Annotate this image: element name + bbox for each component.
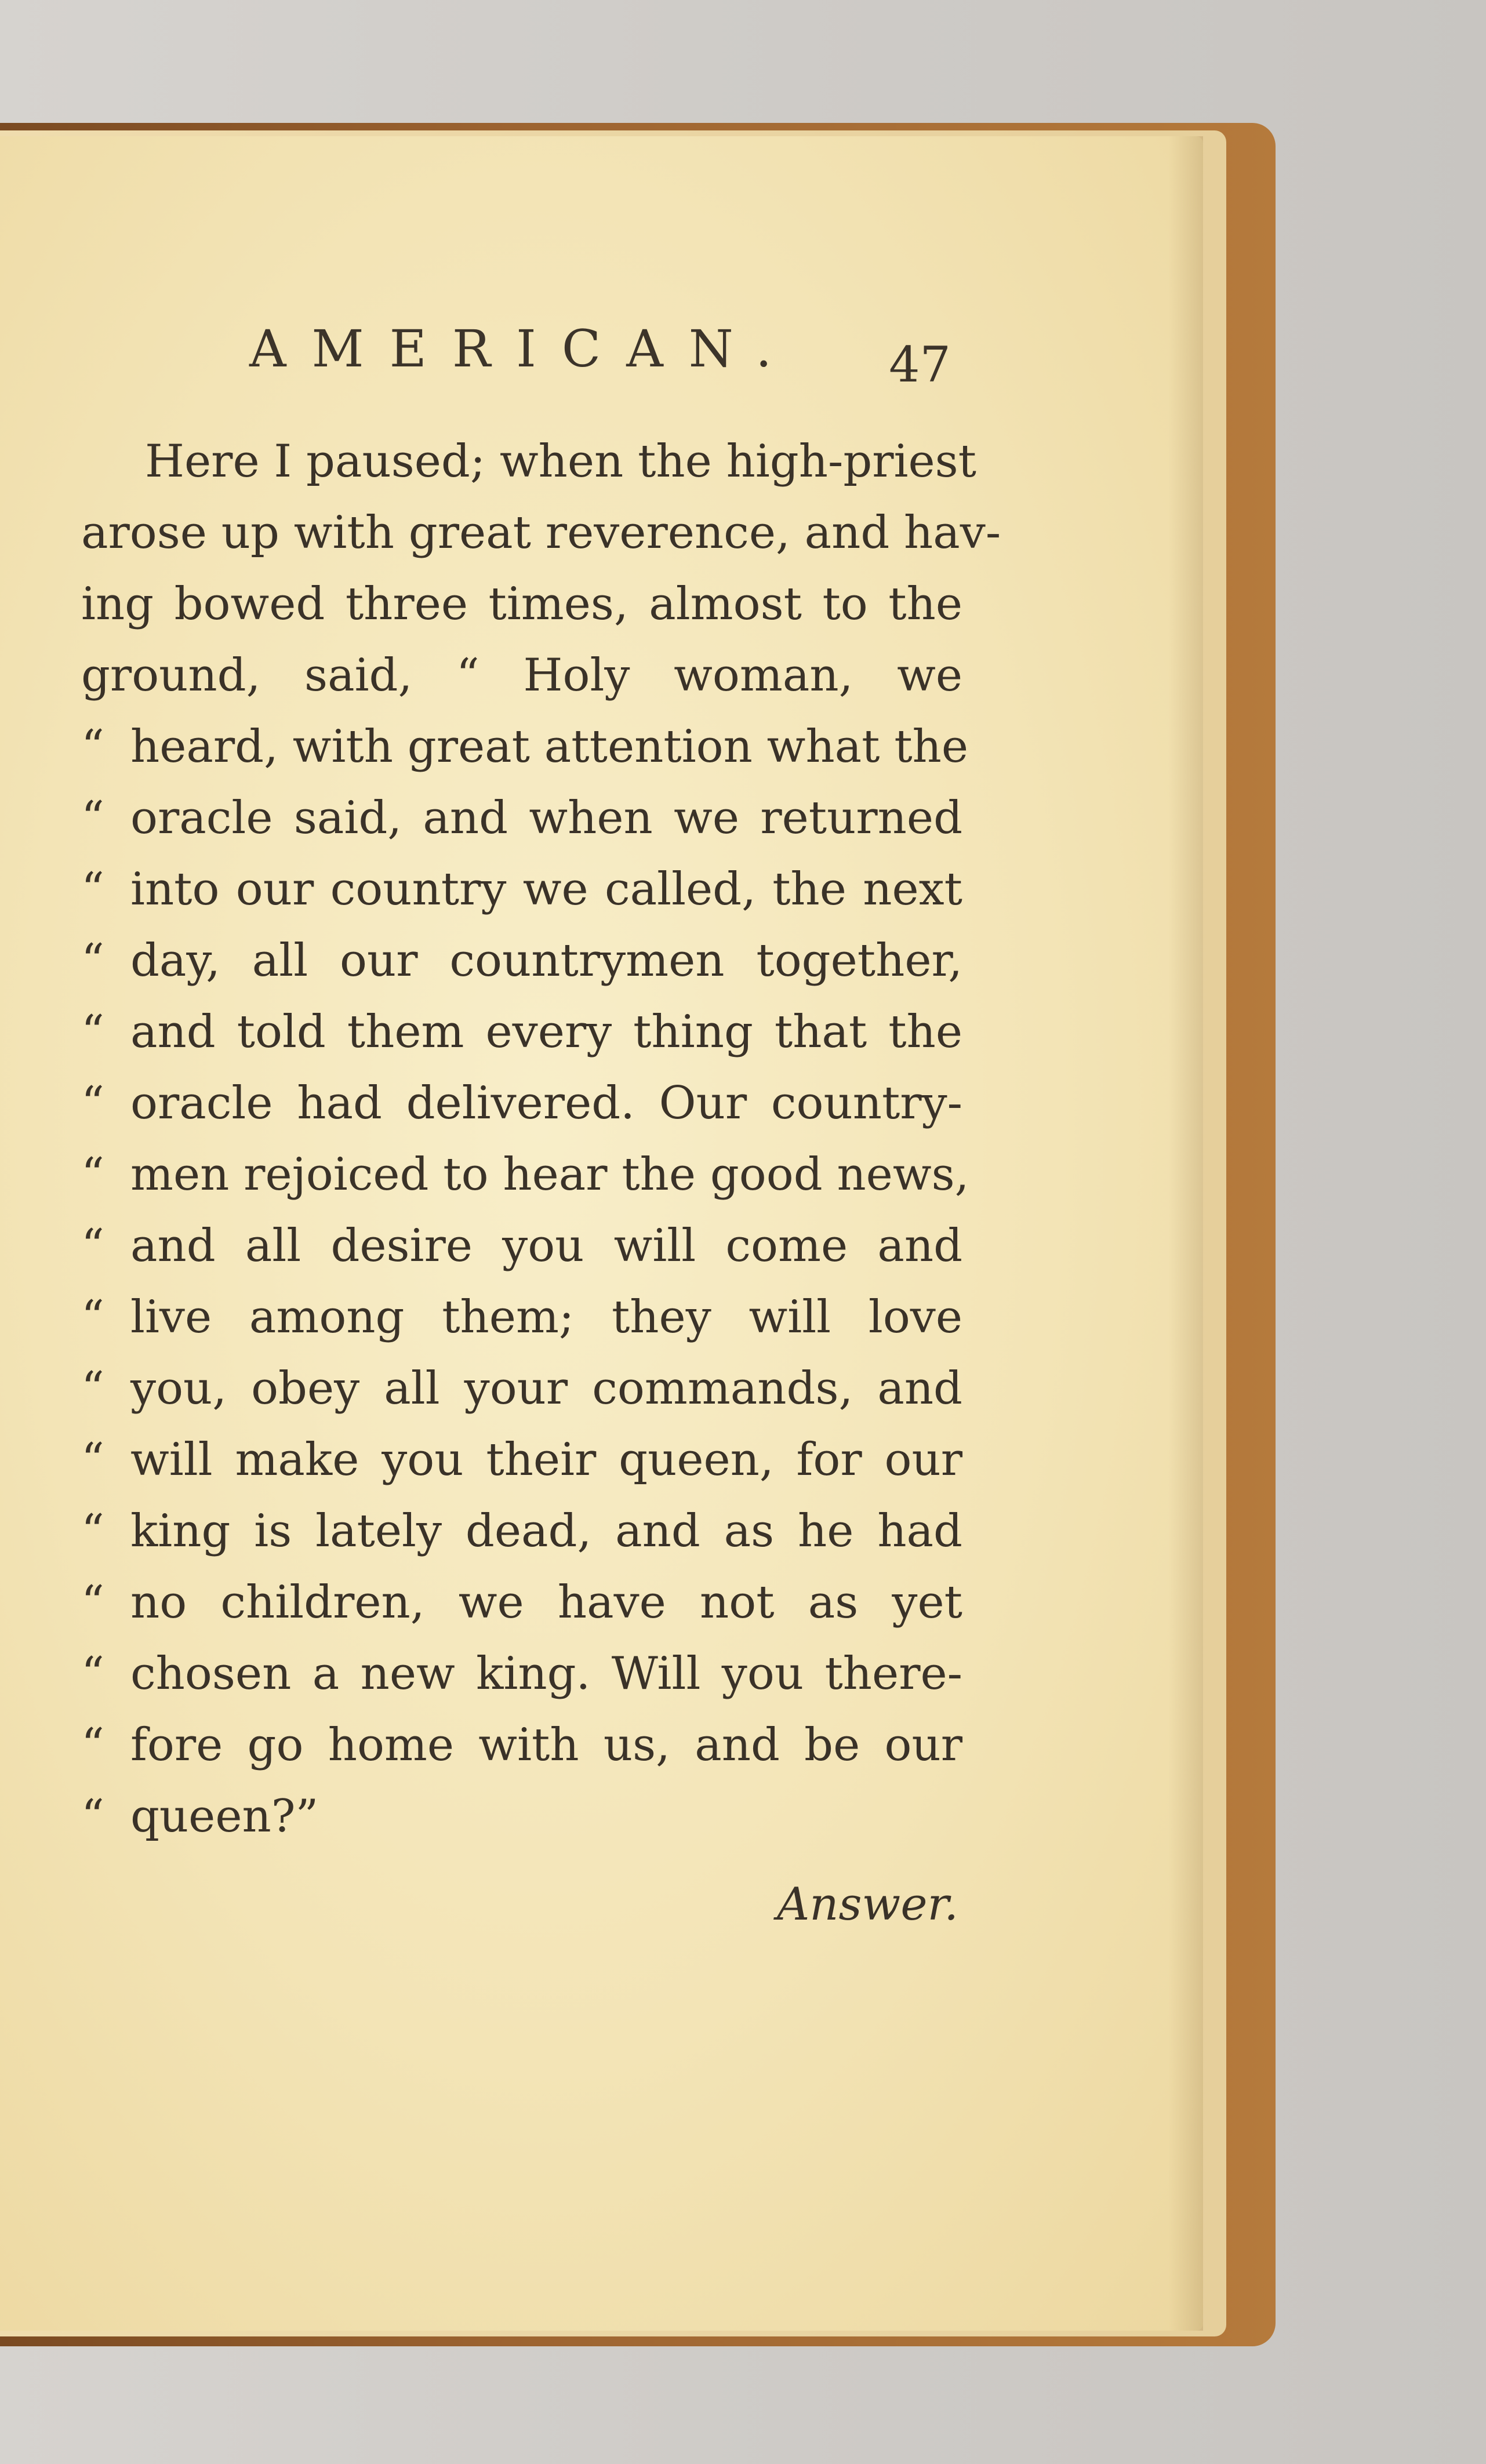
text-line (81, 1781, 962, 1852)
line-text: heard, with great attention what the (130, 721, 969, 773)
quote-mark: “ (81, 1149, 104, 1201)
line-text: no children, we have not as yet (130, 1576, 962, 1629)
line-text: and told them every thing that the (130, 1006, 962, 1058)
line-text: arose up with great reverence, and hav- (81, 507, 1001, 559)
line-text: chosen a new king. Will you there- (130, 1648, 962, 1700)
line-text: queen?” (130, 1790, 319, 1842)
quote-mark: “ (81, 792, 104, 844)
running-title: AMERICAN. (249, 319, 798, 379)
line-text: oracle had delivered. Our country- (130, 1077, 962, 1129)
text-line (81, 1710, 962, 1781)
text-line (81, 497, 1001, 569)
text-line (81, 925, 962, 997)
quote-mark: “ (81, 1576, 104, 1629)
quote-mark: “ (81, 1006, 104, 1058)
line-text: fore go home with us, and be our (130, 1719, 962, 1771)
quote-mark: “ (81, 1291, 104, 1343)
text-line (81, 426, 977, 497)
line-text: live among them; they will love (130, 1291, 962, 1343)
line-text: oracle said, and when we returned (130, 792, 962, 844)
line-text: men rejoiced to hear the good news, (130, 1149, 969, 1201)
line-text: into our country we called, the next (130, 863, 962, 915)
catchword: Answer. (776, 1878, 958, 1931)
quote-mark: “ (81, 1077, 104, 1129)
page-header (232, 307, 962, 393)
quote-mark: “ (81, 1790, 104, 1842)
quote-mark: “ (81, 1362, 104, 1415)
text-line (81, 569, 962, 640)
text-line (81, 1068, 962, 1139)
line-text: Here I paused; when the high-priest (145, 435, 977, 488)
text-line (81, 1353, 962, 1424)
quote-mark: “ (81, 1648, 104, 1700)
line-text: day, all our countrymen together, (130, 935, 962, 987)
text-line (81, 711, 969, 783)
text-line (81, 640, 962, 711)
text-line (81, 854, 962, 925)
line-text: you, obey all your commands, and (130, 1362, 962, 1415)
line-text: and all desire you will come and (130, 1220, 962, 1272)
quote-mark: “ (81, 1505, 104, 1557)
quote-mark: “ (81, 721, 104, 773)
text-line (81, 1638, 962, 1710)
text-line (81, 783, 962, 854)
quote-mark: “ (81, 1220, 104, 1272)
quote-mark: “ (81, 935, 104, 987)
text-line (81, 1139, 969, 1211)
text-line (81, 1567, 962, 1638)
text-line (81, 997, 962, 1068)
text-line (81, 1496, 962, 1567)
line-text: ground, said, “ Holy woman, we (81, 649, 962, 702)
text-line (81, 1424, 962, 1496)
quote-mark: “ (81, 863, 104, 915)
page-number: 47 (889, 336, 951, 393)
line-text: ing bowed three times, almost to the (81, 578, 962, 630)
text-line (81, 1211, 962, 1282)
body-text (81, 426, 1001, 1852)
line-text: will make you their queen, for our (130, 1434, 962, 1486)
quote-mark: “ (81, 1434, 104, 1486)
quote-mark: “ (81, 1719, 104, 1771)
text-line (81, 1282, 962, 1353)
line-text: king is lately dead, and as he had (130, 1505, 962, 1557)
